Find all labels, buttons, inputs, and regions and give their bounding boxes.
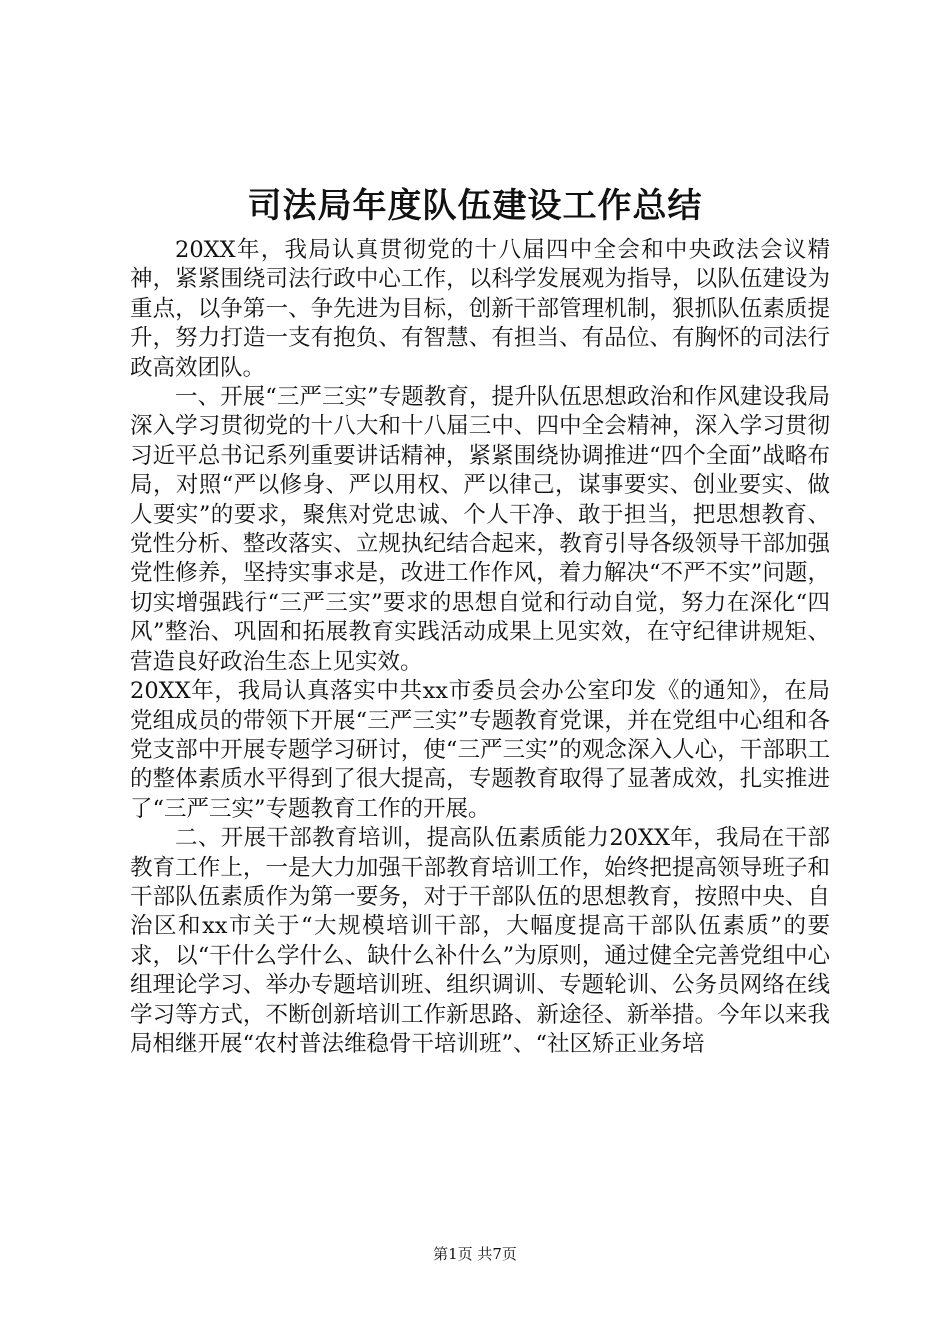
document-title: 司法局年度队伍建设工作总结 [247, 186, 703, 226]
document-body [130, 236, 830, 1059]
paragraph-section-two: 二、开展干部教育培训，提高队伍素质能力20XX年，我局在干部教育工作上，一是大力加强干部教育培训工作，始终把提高领导班子和干部队伍素质作为第一要务，对于干部队伍的思想教育，按照中央、自治区和xx市关于“大规模培训干部，大幅度提高干部队伍素质”的要求，以“干什么学什么、缺什么补什么”为原则，通过健全完善党组中心组理论学习、举办专题培训班、组织调训、专题轮训、公务员网络在线学习等方式，不断创新培训工作新思路、新途径、新举措。今年以来我局相继开展“农村普法维稳骨干培训班”、“社区矫正业务培 [130, 825, 830, 1057]
paragraph-intro: 20XX年，我局认真贯彻党的十八届四中全会和中央政法会议精神，紧紧围绕司法行政中心工作，以科学发展观为指导，以队伍建设为重点，以争第一、争先进为目标，创新干部管理机制，狠抓队伍素质提升，努力打造一支有抱负、有智慧、有担当、有品位、有胸怀的司法行政高效团队。 [130, 237, 830, 381]
page-number-footer: 第1页 共7页 [433, 1245, 517, 1263]
paragraph-section-one-continued: 20XX年，我局认真落实中共xx市委员会办公室印发《的通知》，在局党组成员的带领下开展“三严三实”专题教育党课，并在党组中心组和各党支部中开展专题学习研讨，使“三严三实”的观念深入人心，干部职工的整体素质水平得到了很大提高，专题教育取得了显著成效，扎实推进了“三严三实”专题教育工作的开展。 [130, 678, 830, 822]
paragraph-section-one: 一、开展“三严三实”专题教育，提升队伍思想政治和作风建设我局深入学习贯彻党的十八大和十八届三中、四中全会精神，深入学习贯彻习近平总书记系列重要讲话精神，紧紧围绕协调推进“四个全面”战略布局，对照“严以修身、严以用权、严以律己，谋事要实、创业要实、做人要实”的要求，聚焦对党忠诚、个人干净、敢于担当，把思想教育、党性分析、整改落实、立规执纪结合起来，教育引导各级领导干部加强党性修养，坚持实事求是，改进工作作风，着力解决“不严不实”问题，切实增强践行“三严三实”要求的思想自觉和行动自觉，努力在深化“四风”整治、巩固和拓展教育实践活动成果上见实效，在守纪律讲规矩、营造良好政治生态上见实效。 [130, 384, 830, 675]
